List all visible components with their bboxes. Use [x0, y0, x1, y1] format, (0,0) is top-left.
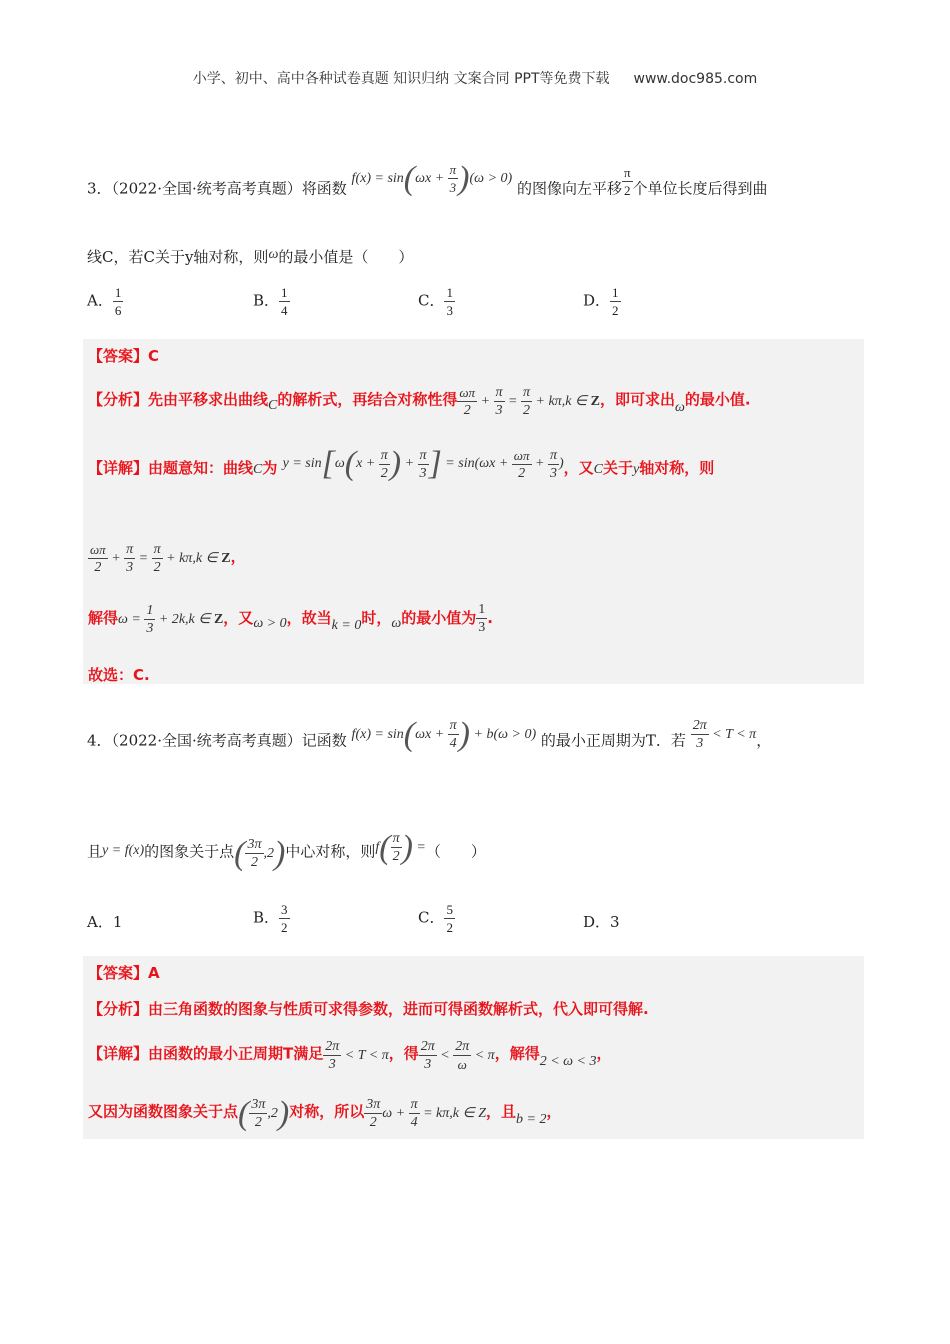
q4-answer: 【答案】A	[88, 964, 160, 982]
q3-analysis-pre: 【分析】先由平移求出曲线	[88, 390, 269, 409]
q4-line2-pre: 且	[87, 842, 103, 861]
option-num: 1	[114, 285, 122, 300]
q3-solve-pre: 解得	[88, 609, 119, 627]
q4-last-a: 对称，所以	[289, 1102, 365, 1121]
option-num: 1	[446, 285, 453, 300]
q4-last-line	[88, 1096, 561, 1131]
q4-period-range: $\frac{2\pi}{3}$ < T < π	[692, 718, 757, 751]
option-label: D．	[583, 913, 611, 931]
option-num: 1	[612, 285, 619, 300]
option-den: 6	[114, 303, 122, 318]
q3-equation-formula: $\frac{\omega\pi}{2}$ + $\frac{\pi}{3}$ = $\frac{\pi}{2}$ + kπ,k ∈ Z	[90, 542, 231, 575]
option-den: 2	[281, 920, 288, 935]
option-label: D．	[583, 291, 611, 310]
q4-number: 4．	[87, 731, 112, 750]
q4-option-b[interactable]	[253, 901, 290, 936]
q3-solve-a: ，又	[223, 609, 254, 627]
q3-option-a[interactable]	[87, 284, 123, 319]
q4-after-func: 的最小正周期为T．若	[540, 731, 686, 750]
curve-c: C	[253, 462, 263, 478]
k-zero: k = 0	[331, 618, 362, 633]
q3-omega: ω	[268, 247, 279, 262]
q3-equation: $\frac{\omega\pi}{2}$ + $\frac{\pi}{3}$ = $\frac{\pi}{2}$ + kπ,k ∈ Z，	[90, 542, 246, 575]
q3-detail-end-a: ，又	[563, 459, 594, 478]
q3-number: 3．	[87, 179, 112, 198]
q3-analysis-end: 的最小值.	[684, 390, 751, 409]
option-value: 3	[610, 913, 620, 931]
q3-detail-end-b: 关于	[603, 459, 634, 478]
q3-option-b[interactable]	[253, 284, 290, 319]
option-num: 1	[281, 285, 288, 300]
q3-analysis-formula: $\frac{\omega\pi}{2}$ + $\frac{\pi}{3}$ = $\frac{\pi}{2}$ + kπ,k ∈ Z	[459, 385, 600, 418]
omega-period-range: $\frac{2\pi}{3}$ < $\frac{2\pi}{\omega}$ < π	[420, 1039, 495, 1072]
center-point: ( $\frac{3\pi}{2}$ ,2)	[238, 1094, 290, 1132]
q4-source: （2022·全国·统考高考真题）记函数	[111, 731, 347, 750]
curve-c: C	[593, 462, 603, 478]
q3-solve	[88, 601, 493, 637]
option-label: B．	[253, 291, 280, 310]
omega-positive: ω > 0	[253, 616, 287, 631]
q4-function-formula: f(x) = sin(ωx + $\frac{\pi}{4}$ ) + b(ω > 0)	[351, 715, 537, 753]
q4-analysis: 【分析】由三角函数的图象与性质可求得参数，进而可得函数解析式，代入即可得解.	[88, 1000, 649, 1018]
q3-detail-mid: 为	[262, 459, 278, 478]
curve-c: C	[268, 397, 278, 413]
q3-detail-end-c: 轴对称，则	[639, 459, 715, 478]
q4-last-b: ，且	[485, 1102, 516, 1121]
q3-source: （2022·全国·统考高考真题）将函数	[111, 179, 347, 198]
q3-line2-end: 的最小值是（ ）	[278, 248, 414, 266]
period-range: $\frac{2\pi}{3}$ < T < π	[325, 1039, 389, 1072]
y-axis: y	[633, 462, 640, 478]
q3-after-shift: 个单位长度后得到曲	[632, 179, 768, 198]
q3-answer: 【答案】C	[88, 347, 160, 365]
q3-solve-d: 的最小值为	[401, 609, 477, 627]
option-label: B．	[253, 908, 280, 927]
option-den: 2	[612, 303, 619, 318]
q3-line1	[87, 159, 768, 208]
one-third: $\frac{1}{3}$	[478, 602, 486, 635]
option-label: A．	[87, 291, 113, 310]
option-den: 3	[446, 303, 453, 318]
q3-solve-b: ，故当	[286, 609, 332, 627]
q4-detail-pre: 【详解】由函数的最小正周期T满足	[88, 1044, 324, 1063]
q4-detail: 【详解】由函数的最小正周期T满足 $\frac{2\pi}{3}$ < T < π，得 $\frac{2\pi}{3}$ < $\frac{2\pi}{\omega}$ < π，解得2 < ω < 3，	[88, 1039, 612, 1072]
q4-line2	[87, 828, 486, 872]
q3-option-c[interactable]	[418, 284, 455, 319]
q3-detail-pre: 【详解】由题意知：曲线	[88, 459, 254, 478]
symmetry-equation: $\frac{3\pi}{2}$ ω + $\frac{\pi}{4}$ = kπ,k ∈ Z	[366, 1097, 486, 1130]
q3-detail-formula: y = sin[ω(x + $\frac{\pi}{2}$ ) + $\frac{\pi}{3}$ ] = sin(ωx + $\frac{\omega\pi}{2}$ + $\frac{\pi}{3}$ )	[282, 445, 564, 482]
q3-option-d[interactable]	[583, 284, 621, 319]
page-header	[0, 68, 950, 88]
q3-shift-fraction: $\frac{\pi}{2}$	[623, 165, 631, 198]
option-den: 2	[446, 920, 453, 935]
q3-line2-text: 线C，若C关于y轴对称，则	[87, 248, 269, 266]
option-value: 1	[112, 913, 123, 931]
option-label: A．	[87, 913, 113, 931]
center-point: ( $\frac{3\pi}{2}$ ,2)	[234, 834, 286, 872]
q4-last-end: ，	[546, 1102, 562, 1121]
q3-detail	[88, 445, 715, 489]
q3-choose: 故选：C.	[88, 666, 150, 684]
b-equals-2: b = 2	[516, 1111, 547, 1127]
header-site: www.doc985.com	[633, 71, 758, 87]
omega: ω	[674, 399, 685, 415]
q4-answer-box	[83, 956, 864, 1139]
omega-range: 2 < ω < 3	[539, 1053, 597, 1069]
q3-analysis-mid: 的解析式，再结合对称性得	[277, 390, 458, 409]
header-text: 小学、初中、高中各种试卷真题 知识归纳 文案合同 PPT等免费下载	[192, 71, 610, 87]
q3-analysis-mid2: ，即可求出	[599, 390, 675, 409]
option-num: 5	[446, 902, 453, 917]
q4-line1: 4．（2022·全国·统考高考真题）记函数 f(x) = sin(ωx + $\frac{\pi}{4}$ ) + b(ω > 0) 的最小正周期为T．若 $\frac{2\pi}{3}$ < T < π，	[87, 715, 772, 753]
omega: ω	[391, 616, 402, 631]
option-num: 3	[281, 902, 288, 917]
q3-after-func: 的图像向左平移	[516, 179, 622, 198]
q4-last-pre: 又因为函数图象关于点	[88, 1102, 239, 1121]
q4-option-d[interactable]	[583, 911, 620, 932]
q3-solve-c: 时，	[361, 609, 392, 627]
q3-function-formula: f(x) = sin(ωx + $\frac{\pi}{3}$ )(ω > 0)	[351, 159, 513, 197]
q3-solve-formula: ω = $\frac{1}{3}$ + 2k,k ∈ Z	[118, 603, 224, 637]
q3-answer-box	[83, 339, 864, 684]
option-label: C．	[418, 908, 445, 927]
q3-analysis	[88, 384, 751, 419]
q4-option-c[interactable]	[418, 901, 455, 936]
q3-line2	[87, 246, 413, 267]
q4-option-a[interactable]	[87, 911, 122, 932]
option-den: 4	[281, 303, 288, 318]
q4-detail-b: ，解得	[494, 1044, 540, 1063]
q4-line2-mid: 的图象关于点	[144, 842, 235, 861]
f-half-pi: f( $\frac{\pi}{2}$ ) =	[375, 828, 426, 866]
q3-solve-end: .	[487, 609, 493, 627]
y-equals-fx: y = f(x)	[102, 842, 145, 858]
q4-line2-mid2: 中心对称，则	[285, 842, 376, 861]
option-label: C．	[418, 291, 445, 310]
q4-detail-a: ，得	[388, 1044, 419, 1063]
q4-line2-end: （ ）	[425, 842, 486, 861]
